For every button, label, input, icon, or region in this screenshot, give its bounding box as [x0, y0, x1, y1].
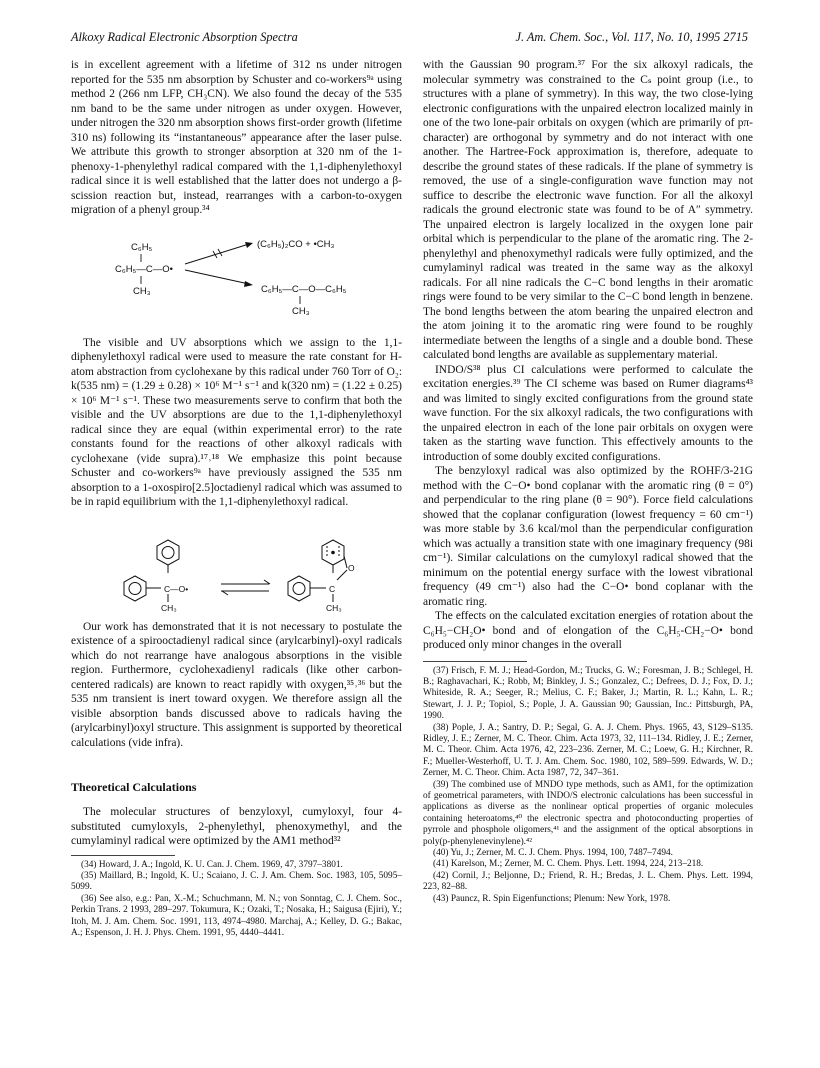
- right-paragraph-1: with the Gaussian 90 program.³⁷ For the six alkoxyl radicals, the molecular symmetry was constrained to the Cₛ point group (i.e., to structures with a plane of symmetry). In this way, the two close-lying electronic configurations with the unpaired electron localized mainly in one of the two lone-pair orbitals on oxygen (which are primarily of pπ-character) are orthogonal by symmetry and do not interact with one another. The Hartree-Fock approximation is, therefore, adequate to describe the ground states of these radicals. If the plane of symmetry is removed, the use of a single-configuration wave function may not suffice to describe the electronic wave function. For all the alkoxyl radicals the ground electronic state was found to be of A″ symmetry. The unpaired electron is largely localized in the oxygen lone pair orbital which is perpendicular to the plane of the aromatic ring. The 2-phenylethyl and phenoxymethyl radicals were fully optimized, and the cumylaminyl radical was treated in the same way as the alkoxyl radicals. For all nine radicals the C−C bond lengths in their aromatic rings were found to be very similar to the C−C bond length in benzene. The bond lengths between the atom bearing the unpaired electron and the atom joining it to the aromatic ring were found to be roughly intermediate between the lengths of a single and a double bond. These calculated bond lengths are available as supplementary material.: [423, 59, 753, 361]
- right-paragraph-4: The effects on the calculated excitation energies of rotation about the C₆H₅−CH₂O• bond and of elongation of the C₆H₅-CH₂−O• bond produced only minor changes in the overall: [423, 610, 753, 651]
- scheme-1-diagram: [71, 218, 402, 336]
- footnote-36: (36) See also, e.g.: Pan, X.-M.; Schuchmann, M. N.; von Sonntag, C. J. Chem. Soc., Perkin Trans. 2 1993, 289–297. Tokumura, K.; Ozaki, T.; Nosaka, H.; Saigusa (Ejiri), Y.; Itoh, M. J. Am. Chem. Soc. 1991, 113, 4974–4980. Marchaj, A.; Kelley, D. G.; Bakac, A.; Espenson, J. H. J. Phys. Chem. 1991, 95, 4440–4441.: [71, 893, 402, 938]
- scheme1-reactant-bot: CH₃: [133, 285, 151, 297]
- scheme2-right-ch3: CH₃: [326, 602, 342, 613]
- scheme-2-diagram: [71, 510, 402, 620]
- footnote-34: (34) Howard, J. A.; Ingold, K. U. Can. J. Chem. 1969, 47, 3797–3801.: [81, 859, 343, 870]
- scheme2-left-ch3: CH₃: [161, 602, 177, 613]
- footnote-43: (43) Pauncz, R. Spin Eigenfunctions; Plenum: New York, 1978.: [433, 893, 671, 904]
- scheme1-reactant-mid: C₆H₅—C—O•: [115, 263, 173, 275]
- footnote-35: (35) Maillard, B.; Ingold, K. U.; Scaiano, J. C. J. Am. Chem. Soc. 1983, 105, 5095–5099.: [71, 870, 402, 893]
- footnote-38: (38) Pople, J. A.; Santry, D. P.; Segal, G. A. J. Chem. Phys. 1965, 43, S129–S135. Ridley, J. E.; Zerner, M. C. Theor. Chim. Acta 1973, 32, 111–134. Ridley, J. E.; Zerner, M. C. Theor. Chim. Acta 1976, 42, 223–236. Zerner, M. C.; Loew, G. H.; Kirchner, R. F.; Mueller-Westerhoff, U. T. J. Am. Chem. Soc. 1980, 102, 589–599. Edwards, W. D.; Zerner, M. C. Theor. Chim. Acta 1987, 72, 347–361.: [423, 722, 753, 779]
- footnote-42: (42) Cornil, J.; Beljonne, D.; Friend, R. H.; Bredas, J. L. Chem. Phys. Lett. 1994, 223, 82–88.: [423, 870, 753, 893]
- footnote-37: (37) Frisch, F. M. J.; Head-Gordon, M.; Trucks, G. W.; Foresman, J. B.; Schlegel, H. B.; Raghavachari, K.; Robb, M; Binkley, J. S.; Gonzalez, C.; Defrees, D. J.; Fox, D. J.; Whiteside, R. A.; Seeger, R.; Melius, C. F.; Baker, J.; Martin, R. L.; Kahn, L. R.; Stewart, J. J. P.; Topiol, S.; Pople, J. A. Gaussian 90; Gaussian, Inc.: Pittsburgh, PA, 1990.: [423, 665, 753, 722]
- section-title: Theoretical Calculations: [71, 780, 197, 794]
- scheme1-reactant-top: C₆H₅: [131, 241, 153, 253]
- scheme2-right-o: O: [348, 562, 355, 573]
- footnote-rule: [71, 855, 175, 856]
- left-column: [71, 58, 402, 939]
- left-paragraph-2: The visible and UV absorptions which we assign to the 1,1-diphenylethoxyl radical were used to measure the rate constant for H-atom abstraction from cyclohexane by this radical under 760 Torr of O₂: k(535 nm) = (1.29 ± 0.28) × 10⁶ M⁻¹ s⁻¹ and k(320 nm) = (1.22 ± 0.25) × 10⁶ M⁻¹ s⁻¹. These two measurements serve to confirm that both the visible and the UV absorptions are due to the 1,1-diphenylethoxyl radical since they are equal (within experimental error) to the rate constants found for the reactions of other alkoxyl radicals with cyclohexane (vide supra).¹⁷˒¹⁸ We emphasize this point because Schuster and co-workers⁹ᵃ have previously assigned the 535 nm absorption to a 1-oxospiro[2.5]octadienyl radical which was assumed to be in rapid equilibrium with the 1,1-diphenylethoxyl radical.: [71, 336, 402, 508]
- scheme2-left-o: C—O•: [164, 583, 189, 594]
- header-journal-topic: Alkoxy Radical Electronic Absorption Spectra: [71, 30, 298, 44]
- left-paragraph-1: is in excellent agreement with a lifetime of 312 ns under nitrogen reported for the 535 nm absorption by Schuster and co-workers⁹ᵃ using method 2 (266 nm LFP, CH₃CN). We also found the decay of the 535 nm band to be the same under nitrogen as under oxygen. However, under nitrogen the 320 nm absorption shows first-order growth (lifetime 310 ns) following its “instantaneous” appearance after the laser pulse. We attribute this growth to stronger absorption at 320 nm of the 1-phenoxy-1-phenylethyl radical compared with the 1,1-diphenylethoxyl radical since it is well established that the latter does not undergo a β-scission reaction but, instead, rearranges with a carbon-to-oxygen migration of a phenyl group.³⁴: [71, 59, 402, 216]
- left-paragraph-3: Our work has demonstrated that it is not necessary to postulate the existence of a spirooctadienyl radical since (arylcarbinyl)-oxyl radicals which do not rearrange have analogous absorptions in the visible region. Furthermore, cyclohexadienyl radicals (like other carbon-centered radicals) are known to react rapidly with oxygen,³⁵˒³⁶ but the 535 nm transient is inert toward oxygen. We therefore assign all the visible absorption bands discussed above to radicals having the (arylcarbinyl)oxyl structure. This assignment is supported by theoretical calculations (vide infra).: [71, 620, 402, 749]
- scheme1-product-top: (C₆H₅)₂CO + •CH₃: [257, 238, 335, 250]
- left-paragraph-4: The molecular structures of benzyloxyl, cumyloxyl, four 4-substituted cumyloxyls, 2-phenylethyl, phenoxymethyl, and the cumylaminyl radical were optimized by the AM1 method³²: [71, 806, 402, 847]
- right-footnotes: [423, 661, 753, 906]
- scheme-2: [71, 510, 402, 620]
- footnote-41: (41) Karelson, M.; Zerner, M. C. Chem. Phys. Lett. 1994, 224, 213–218.: [433, 859, 704, 870]
- right-column: [423, 58, 753, 905]
- left-footnotes: [71, 855, 402, 940]
- scheme1-product-bot: C₆H₅—C—O—C₆H₅: [261, 283, 347, 295]
- scheme-1: [71, 218, 402, 336]
- running-header: [71, 30, 748, 46]
- scheme1-product-ch3: CH₃: [292, 305, 310, 317]
- right-paragraph-2: INDO/S³⁸ plus CI calculations were performed to calculate the excitation energies.³⁹ The CI scheme was based on Rumer diagrams⁴³ and was limited to singly excited configurations from the ground state wave function. For the six alkoxyl radicals, the two configurations with the unpaired electron in each of the lone pair orbitals on oxygen were taken as the starting wave function. This effectively amounts to the introduction of some doubly excited configurations.: [423, 363, 753, 463]
- svg-text:C: C: [329, 583, 336, 594]
- footnote-rule-right: [423, 661, 527, 662]
- right-paragraph-3: The benzyloxyl radical was also optimized by the ROHF/3-21G method with the C−O• bond coplanar with the aromatic ring (θ = 0°) and perpendicular to the ring plane (θ = 90°). Force field calculations showed that the coplanar configuration (lowest frequency = 60 cm⁻¹) was more stable by 3.6 kcal/mol than the perpendicular configuration which was actually a transition state with one imaginary frequency (98i cm⁻¹). Similar calculations on the cumyloxyl radical showed that the minimum on the potential energy surface with the lowest vibrational frequency (49 cm⁻¹) also had the C−O• bond coplanar with the aromatic ring.: [423, 465, 753, 608]
- footnote-39: (39) The combined use of MNDO type methods, such as AM1, for the optimization of geometrical parameters, with INDO/S electronic calculations has been successful in applications as diverse as the nonlinear optical properties of organic molecules containing heteroatoms,⁴⁰ the electronic spectra and photoconducting properties of pyrrole and phosphole oligomers,⁴¹ and the assignment of the optical absorptions in poly(p-phenylenevinylene).⁴²: [423, 779, 753, 847]
- footnote-40: (40) Yu, J.; Zerner, M. C. J. Chem. Phys. 1994, 100, 7487–7494.: [433, 848, 673, 858]
- header-citation: J. Am. Chem. Soc., Vol. 117, No. 10, 1995 2715: [515, 30, 748, 44]
